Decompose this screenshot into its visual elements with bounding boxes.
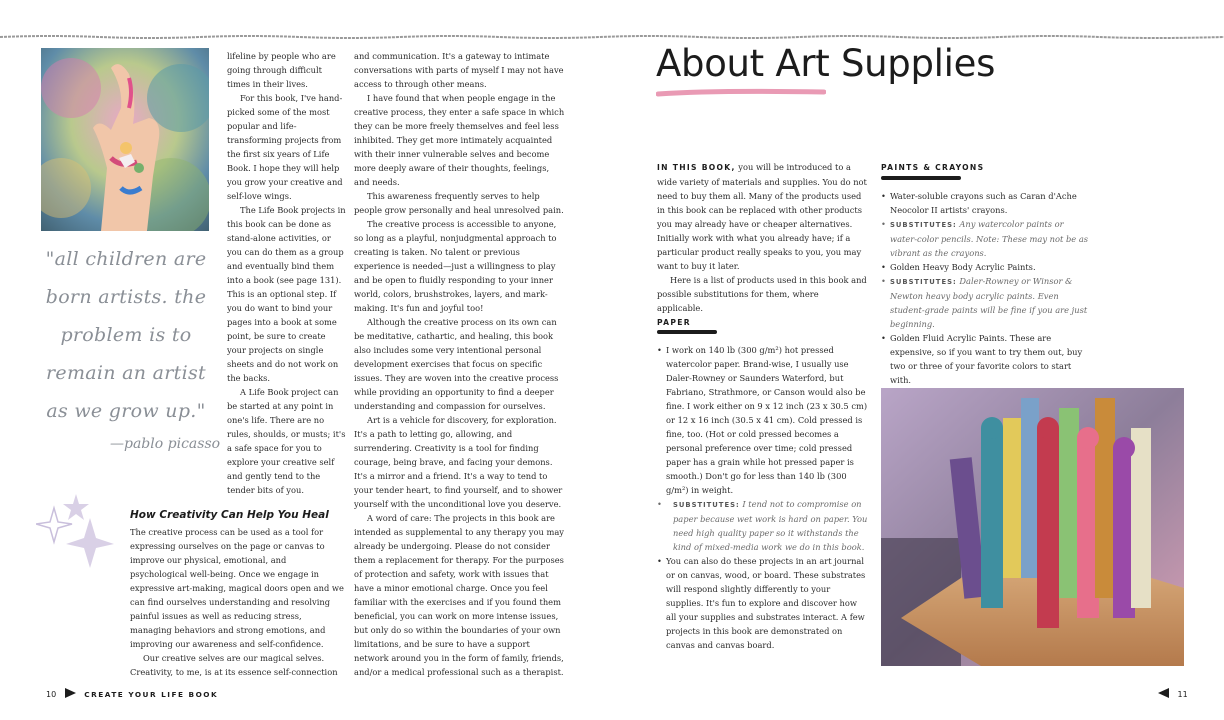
substitutes-note bbox=[657, 497, 869, 554]
title-underline-brush bbox=[656, 88, 826, 98]
sub-text: Daler-Rowney or Winsor & Newton heavy body acrylic paints. Even student-grade paints will be fine if you are just beginning. bbox=[890, 276, 1088, 329]
pull-quote bbox=[40, 240, 212, 430]
section-text bbox=[130, 525, 344, 679]
quote-text: "all children are born artists. the problem is to remain an artist as we grow up." bbox=[45, 248, 207, 422]
list-item: • Water-soluble crayons such as Caran d'Ache Neocolor II artists' crayons. bbox=[881, 189, 1093, 217]
list-item: • Golden Heavy Body Acrylic Paints. bbox=[881, 260, 1093, 274]
list-item: • Golden Fluid Acrylic Paints. These are expensive, so if you want to try them out, buy two or three of your favorite colors to start with. bbox=[881, 331, 1093, 387]
crayons-photo bbox=[881, 388, 1184, 666]
paragraph: The creative process is accessible to anyone, so long as a playful, nonjudgmental approach to creating is taken. No talent or previous experience is needed—just a willingness to play and be open to fluidly responding to your inner world, colors, brushstrokes, layers, and mark-making. It's fun and joyful too! bbox=[354, 219, 557, 313]
stars-decoration bbox=[36, 488, 116, 568]
quote-attribution: —pablo picasso bbox=[110, 436, 221, 452]
arrow-icon bbox=[65, 688, 76, 698]
left-folio bbox=[46, 688, 218, 699]
paragraph: Art is a vehicle for discovery, for exploration. It's a path to letting go, allowing, and surrendering. Creativity is a tool for finding courage, being brave, and facing your demons. It's a mirror and a friend. It's a way to tend to your tender heart, to find yourself, and to shower yourself with the unconditional love you deserve. bbox=[354, 415, 563, 509]
sub-label: SUBSTITUTES: bbox=[673, 501, 740, 509]
page-number: 11 bbox=[1177, 690, 1188, 699]
substitutes-note bbox=[881, 217, 1093, 260]
substitutes-note bbox=[881, 274, 1093, 331]
right-folio bbox=[1158, 688, 1188, 699]
middle-column-text bbox=[354, 49, 565, 679]
section-heading: How Creativity Can Help You Heal bbox=[130, 509, 329, 521]
paper-list bbox=[657, 343, 869, 652]
book-title: CREATE YOUR LIFE BOOK bbox=[84, 690, 219, 699]
paper-heading: PAPER bbox=[657, 318, 691, 327]
paints-heading: PAINTS & CRAYONS bbox=[881, 163, 985, 172]
paragraph: I have found that when people engage in the creative process, they enter a safe space in which they can be more freely themselves and feel less inhibited. They get more intimately acquainted with their inner vulnerable selves and become more deeply aware of their thoughts, feelings, and needs. bbox=[354, 93, 565, 187]
painted-hand-photo bbox=[41, 48, 209, 231]
paragraph: Here is a list of products used in this book and possible substitutions for them, where applicable. bbox=[657, 275, 867, 313]
sub-text: I tend not to compromise on paper because wet work is hard on paper. You need high quality paper so it withstands the kind of mixed-media work we do in this book. bbox=[673, 499, 868, 552]
intro-body: you will be introduced to a wide variety of materials and supplies. You do not need to buy them all. Many of the products used in this book can be replaced with other products you may already have or cheaper alternatives. Initially work with what you already have; if a particular product really speaks to you, you may want to buy it later. bbox=[657, 162, 867, 271]
heading-brush-stroke bbox=[657, 330, 717, 334]
top-border-rule bbox=[0, 34, 1224, 40]
paragraph: The creative process can be used as a tool for expressing ourselves on the page or canvas to improve our physical, emotional, and psychological well-being. Once we engage in expressive art-making, magical doors open and we can find ourselves understanding and resolving painful issues as well as reducing stress, managing behaviors and strong emotions, and improving our awareness and self-confidence. bbox=[130, 527, 344, 649]
paragraph: A Life Book project can be started at any point in one's life. There are no rules, shoulds, or musts; it's a safe space for you to explore your creative self and gently tend to the tender bits of you. bbox=[227, 387, 346, 495]
paragraph: A word of care: The projects in this book are intended as supplemental to any therapy you may already be undergoing. Please do not consider them a replacement for therapy. For the purposes of protection and safety, work with issues that have a minor emotional charge. Once you feel familiar with the exercises and if you found them beneficial, you can work on more intense issues, but only do so within the boundaries of your own limitations, and be sure to have a support network around you in the form of family, friends, and/or a medical professional such as a therapist. bbox=[354, 513, 564, 677]
paragraph: lifeline by people who are going through difficult times in their lives. bbox=[227, 51, 336, 89]
page-number: 10 bbox=[46, 690, 57, 699]
heading-brush-stroke bbox=[881, 176, 961, 180]
paragraph: This awareness frequently serves to help people grow personally and heal unresolved pain. bbox=[354, 191, 564, 215]
intro-text bbox=[657, 160, 867, 315]
paragraph: For this book, I've hand-picked some of the most popular and life-transforming projects from the first six years of Life Book. I hope they will help you grow your creative and self-love wings. bbox=[227, 93, 343, 201]
sub-label: SUBSTITUTES: bbox=[890, 221, 957, 229]
arrow-icon bbox=[1158, 688, 1169, 698]
paragraph: The Life Book projects in this book can be done as stand-alone activities, or you can do them as a group and eventually bind them into a book (see page 131). This is an optional step. If you do want to bind your pages into a book at some point, be sure to create your projects on single sheets and do not work on the backs. bbox=[227, 205, 346, 383]
lead-in: IN THIS BOOK, bbox=[657, 163, 736, 172]
paragraph bbox=[657, 160, 867, 273]
page-title: About Art Supplies bbox=[656, 42, 996, 85]
sub-label: SUBSTITUTES: bbox=[890, 278, 957, 286]
list-item: • I work on 140 lb (300 g/m²) hot pressed watercolor paper. Brand-wise, I usually use Daler-Rowney or Saunders Waterford, but Fabriano, Strathmore, or Canson would also be fine. I work either on 9 x 12 inch (23 x 30.5 cm) or 12 x 16 inch (30.5 x 41 cm). Cold pressed is fine, too. (Hot or cold pressed becomes a personal preference over time; cold pressed paper has a grain while hot pressed paper is smooth.) Don't go for less than 140 lb (300 g/m²) in weight. bbox=[657, 343, 869, 497]
paragraph: Our creative selves are our magical selves. Creativity, to me, is at its essence self-connection bbox=[130, 653, 338, 677]
paragraph: and communication. It's a gateway to intimate conversations with parts of myself I may not have access to through other means. bbox=[354, 51, 564, 89]
sub-text: Any watercolor paints or water-color pencils. Note: These may not be as vibrant as the crayons. bbox=[890, 219, 1089, 258]
left-column-text bbox=[227, 49, 347, 497]
list-item: • You can also do these projects in an art journal or on canvas, wood, or board. These substrates will respond slightly differently to your supplies. It's fun to explore and discover how all your supplies and substrates interact. A few projects in this book are demonstrated on canvas and canvas board. bbox=[657, 554, 869, 652]
paints-list bbox=[881, 189, 1093, 387]
paragraph: Although the creative process on its own can be meditative, cathartic, and healing, this book also includes some very intentional personal development exercises that focus on specific issues. They are woven into the creative process while providing an opportunity to find a deeper understanding and compassion for ourselves. bbox=[354, 317, 559, 411]
